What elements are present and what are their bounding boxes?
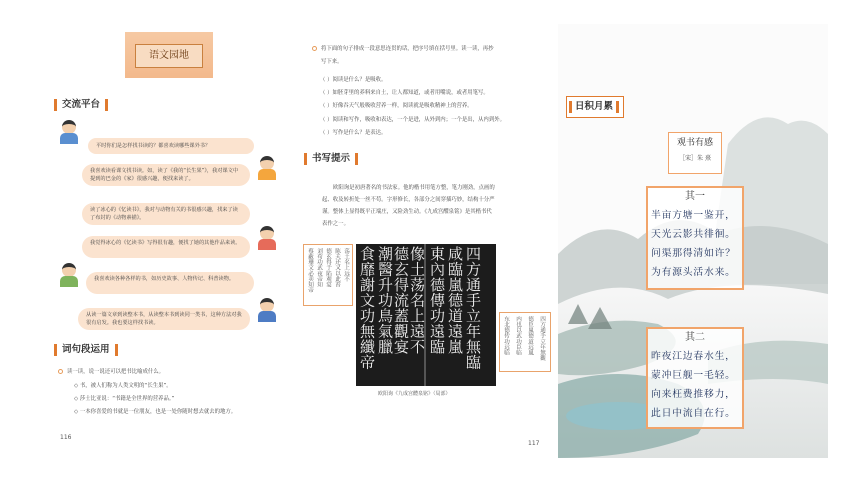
blank-item: （ ）好像吞天气般吸收营养一样，阅读就是吸收精神上的营养。	[320, 103, 473, 109]
speech-bubble: 我觉得冰心的《忆读书》写得很有趣，便找了她的其他作品来读。	[82, 236, 250, 258]
speech-bubble: 从读一篇文章到读整本书，从读整本书到读同一类书，这种方法对我很有启发。我也要这样找书读。	[78, 308, 250, 330]
speech-bubble: 平时你们是怎样找书读的？都喜欢读哪些课外书？	[88, 138, 254, 154]
list-item: ◇ 一本你喜爱的书就是一位朋友，也是一处你随时想去就去的地方。	[74, 409, 237, 415]
avatar-girl-1	[256, 156, 278, 180]
section-title-text: 日积月累	[575, 101, 614, 112]
list-item-text: 莎士比亚说：“书籍是全世界的营养品。”	[79, 396, 175, 402]
rubbing-column: 東內德傳功遠臨	[428, 246, 446, 355]
circle-bullet-icon	[312, 46, 317, 51]
poem-line: 问渠那得清如许？	[651, 248, 736, 259]
calligraphy-rubbing	[356, 244, 496, 386]
poem-title-box	[668, 132, 722, 174]
avatar-boy-3	[256, 298, 278, 322]
exercise-intro	[312, 45, 494, 53]
intro-line: 写下来。	[321, 59, 343, 65]
section-title-accumulation	[569, 100, 619, 114]
annotation-column: 荡土名上远不	[343, 248, 349, 282]
title-bar-left	[54, 99, 57, 111]
banner-title: 语文园地	[135, 44, 203, 68]
poem-box-1	[646, 186, 744, 290]
avatar-boy-2	[58, 263, 80, 287]
blank-item: （ ）阅读和写作，吸收和表达，一个是进，从外到内；一个是出，从内到外。	[320, 117, 505, 123]
writing-paragraph: 表作之一。	[322, 221, 349, 227]
avatar-boy-1	[58, 120, 80, 144]
rubbing-column: 潮醫升功鳥氣臘	[376, 246, 394, 355]
page-number-116: 116	[60, 434, 72, 441]
poem-line: 昨夜江边春水生，	[651, 351, 736, 362]
annotation-column: 内也以武功臣临	[515, 316, 521, 356]
poem-line: 半亩方塘一鉴开，	[651, 210, 736, 221]
rubbing-column: 食靡謝文功無纖帝	[358, 246, 376, 370]
question-text: 读一读，说一说还可以把书比喻成什么。	[67, 369, 165, 375]
poem-title: 观书有感	[676, 138, 713, 148]
chapter-banner	[125, 32, 213, 78]
poem-line: 天光云影共徘徊。	[651, 229, 736, 240]
exercise-question	[58, 368, 164, 376]
annotation-column: 德臣嵐德道远嵐	[527, 316, 533, 356]
poem-line: 此日中流自在行。	[651, 408, 736, 419]
writing-paragraph: 欧阳询是初唐著名的书法家。他的楷书用笔方整，笔力刚劲，点画的	[333, 185, 495, 191]
poem-line: 为有源头活水来。	[651, 267, 736, 278]
title-bar-left	[304, 153, 307, 165]
accumulation-tag	[566, 96, 624, 118]
rubbing-column: 像土荡名上遠不	[408, 246, 426, 355]
poem-author: ［宋］朱 熹	[679, 155, 711, 162]
rubbing-column: 咸臨嵐德道遠嵐	[446, 246, 464, 355]
section-title-text: 词句段运用	[62, 344, 110, 355]
intro-line: 将下面的句子排成一段意思连贯的话，把序号填在括号里。读一读，再抄	[321, 46, 494, 52]
section-title-writing	[304, 152, 363, 166]
annotation-column: 东北德传功远临	[503, 316, 509, 356]
title-bar-left	[54, 344, 57, 356]
speech-bubble: 读了冰心的《忆读书》，我对与动物有关的书很感兴趣，找来了读了布封的《动物素描》。	[82, 203, 250, 225]
exercise-intro-cont	[321, 58, 343, 66]
list-item-text: 一本你喜爱的书就是一位朋友，也是一处你随时想去就去的地方。	[79, 409, 237, 415]
page-number-117: 117	[528, 440, 540, 447]
poem-heading: 其二	[685, 332, 705, 343]
annotation-column: 德玄得于陷观宴	[325, 248, 331, 288]
poem-heading: 其一	[685, 191, 705, 202]
poem-line: 向来枉费推移力，	[651, 389, 736, 400]
circle-bullet-icon	[58, 369, 63, 374]
blank-item: （ ）如胚芽里的养料来自土，让人都知道，或者用嘴说，或者用笔写。	[320, 90, 489, 96]
poem-box-2	[646, 327, 744, 429]
avatar-girl-2	[256, 226, 278, 250]
section-title-exchange	[54, 98, 113, 112]
writing-paragraph: 谨。整体上显得既平正端庄，又险劲生动。《九成宫醴泉铭》是其楷书代	[322, 209, 492, 215]
right-annotation-box	[499, 312, 551, 372]
poem-line: 蒙冲巨舰一毛轻。	[651, 370, 736, 381]
annotation-column: 四方通手立年無觀	[539, 316, 545, 361]
annotation-column: 刘苟功武夜帝知	[316, 248, 322, 288]
title-bar-left	[569, 101, 572, 113]
annotation-column: 蔡蔽珊文必卖知帝	[307, 248, 313, 293]
title-bar-right	[355, 153, 358, 165]
list-item: ◇ 莎士比亚说：“书籍是全世界的营养品。”	[74, 396, 175, 402]
rubbing-caption: 欧阳询《九成宫醴泉铭》（局部）	[378, 391, 451, 397]
blank-item: （ ）写作是什么？是表达。	[320, 130, 387, 136]
list-item: ◇ 书，被人们称为人类文明的“长生果”。	[74, 383, 172, 389]
blank-item: （ ）阅读是什么？是吸收。	[320, 77, 387, 83]
section-title-words	[54, 343, 123, 357]
writing-paragraph: 起、收及转折处一丝不苟。字形修长，各部分之间穿插巧妙，结构十分严	[322, 197, 495, 203]
title-bar-right	[616, 101, 619, 113]
list-item-text: 书，被人们称为人类文明的“长生果”。	[79, 383, 172, 389]
title-bar-right	[115, 344, 118, 356]
annotation-column: 陈夫还又以此苔	[334, 248, 340, 288]
section-title-text: 书写提示	[312, 153, 351, 164]
rubbing-column: 德玄得流蓋觀宴	[392, 246, 410, 355]
left-annotation-box	[303, 244, 353, 306]
section-title-text: 交流平台	[62, 99, 101, 110]
speech-bubble: 我喜欢读看课文找书读。如，读了《我的“长生果”》，我对课文中提到的巴金的《家》很感兴趣，便找来读了。	[82, 164, 250, 186]
speech-bubble: 我喜欢读各种各样的书，如历史故事、人物传记、科普读物。	[86, 272, 254, 294]
title-bar-right	[105, 99, 108, 111]
rubbing-column: 四方通手立年無臨	[464, 246, 482, 370]
